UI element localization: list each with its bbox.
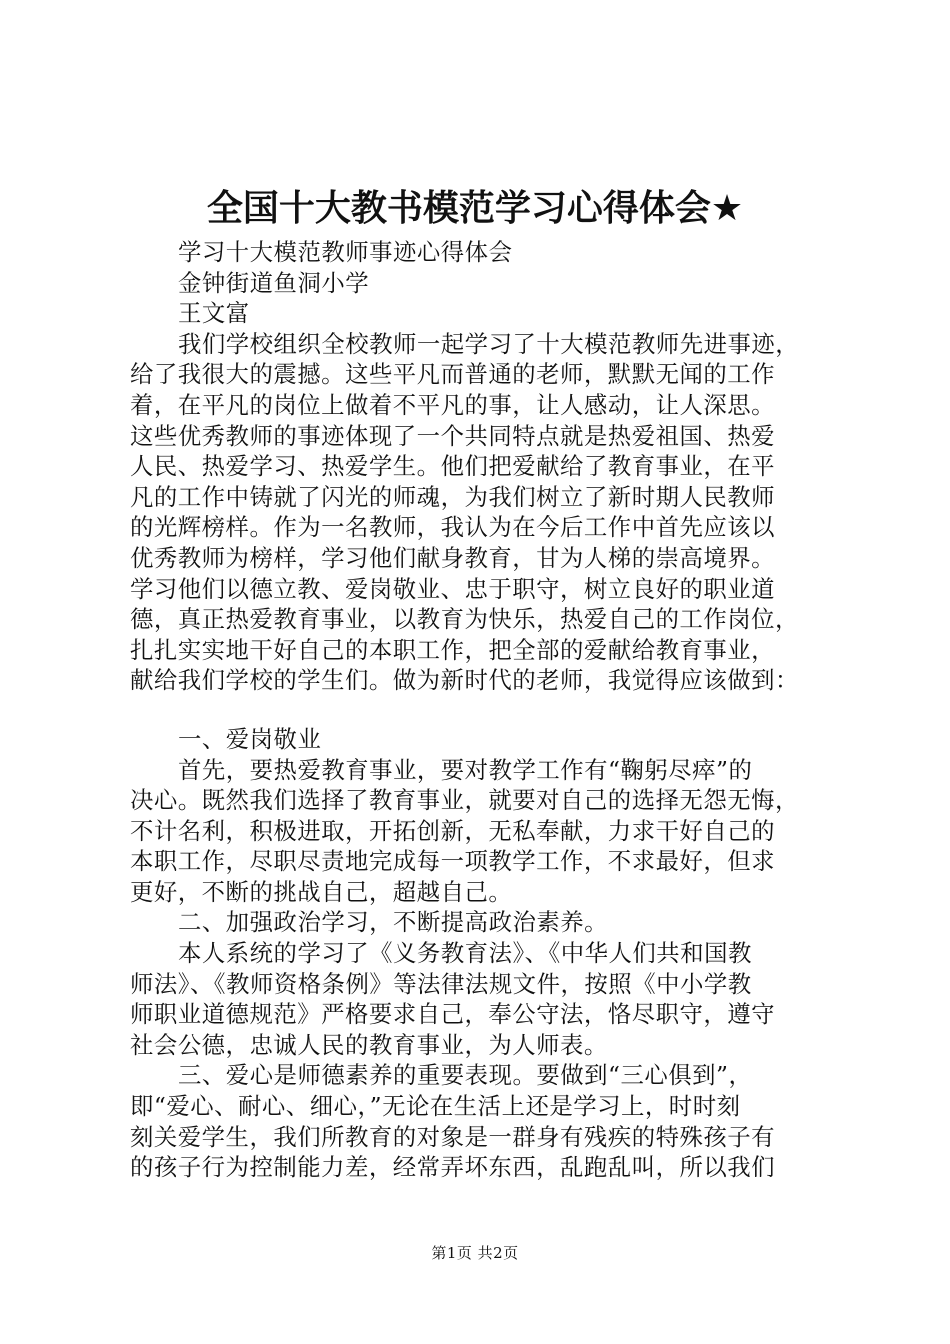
paragraph-line: 决心。既然我们选择了教育事业，就要对自己的选择无怨无悔， — [130, 786, 799, 815]
paragraph-line: 本人系统的学习了《义务教育法》、《中华人们共和国教 — [178, 939, 752, 968]
paragraph-line: 这些优秀教师的事迹体现了一个共同特点就是热爱祖国、热爱 — [130, 421, 776, 450]
section-heading: 一、爱岗敬业 — [178, 724, 322, 753]
paragraph-line: 扎扎实实地干好自己的本职工作，把全部的爱献给教育事业， — [130, 635, 776, 664]
paragraph-line: 献给我们学校的学生们。做为新时代的老师，我觉得应该做到： — [130, 666, 799, 695]
school-line: 金钟街道鱼洞小学 — [178, 268, 370, 297]
paragraph-line: 优秀教师为榜样，学习他们献身教育，甘为人梯的崇高境界。 — [130, 543, 776, 572]
author-line: 王文富 — [178, 299, 250, 328]
paragraph-line: 即“爱心、耐心、细心，”无论在生活上还是学习上，时时刻 — [130, 1092, 741, 1121]
paragraph-line: 本职工作，尽职尽责地完成每一项教学工作，不求最好，但求 — [130, 847, 776, 876]
paragraph-line: 给了我很大的震撼。这些平凡而普通的老师，默默无闻的工作 — [130, 360, 776, 389]
paragraph-line: 师职业道德规范》严格要求自己，奉公守法，恪尽职守，遵守 — [130, 1000, 776, 1029]
document-title: 全国十大教书模范学习心得体会★ — [206, 188, 744, 229]
paragraph-line: 的孩子行为控制能力差，经常弄坏东西，乱跑乱叫，所以我们 — [130, 1153, 776, 1182]
section-heading: 三、爱心是师德素养的重要表现。要做到“三心俱到”， — [178, 1061, 753, 1090]
paragraph-line: 师法》、《教师资格条例》等法律法规文件，按照《中小学教 — [130, 969, 752, 998]
paragraph-line: 我们学校组织全校教师一起学习了十大模范教师先进事迹， — [178, 329, 800, 358]
paragraph-line: 人民、热爱学习、热爱学生。他们把爱献给了教育事业，在平 — [130, 452, 776, 481]
paragraph-line: 的光辉榜样。作为一名教师，我认为在今后工作中首先应该以 — [130, 513, 776, 542]
paragraph-line: 更好，不断的挑战自己，超越自己。 — [130, 877, 513, 906]
paragraph-line: 社会公德，忠诚人民的教育事业，为人师表。 — [130, 1030, 608, 1059]
paragraph-line: 凡的工作中铸就了闪光的师魂，为我们树立了新时期人民教师 — [130, 482, 776, 511]
paragraph-line: 首先，要热爱教育事业，要对教学工作有“鞠躬尽瘁”的 — [178, 755, 753, 784]
paragraph-gap — [130, 696, 830, 724]
paragraph-line: 不计名利，积极进取，开拓创新，无私奉献，力求干好自己的 — [130, 816, 776, 845]
document-body — [130, 237, 830, 1183]
subtitle-line: 学习十大模范教师事迹心得体会 — [178, 238, 513, 266]
paragraph-line: 刻关爱学生，我们所教育的对象是一群身有残疾的特殊孩子有 — [130, 1122, 776, 1151]
paragraph-line: 德，真正热爱教育事业，以教育为快乐，热爱自己的工作岗位， — [130, 605, 799, 634]
paragraph-line: 学习他们以德立教、爱岗敬业、忠于职守，树立良好的职业道 — [130, 574, 776, 603]
paragraph-line: 着，在平凡的岗位上做着不平凡的事，让人感动，让人深思。 — [130, 390, 776, 419]
section-heading: 二、加强政治学习，不断提高政治素养。 — [178, 908, 609, 937]
page-footer: 第1页 共2页 — [431, 1244, 519, 1262]
